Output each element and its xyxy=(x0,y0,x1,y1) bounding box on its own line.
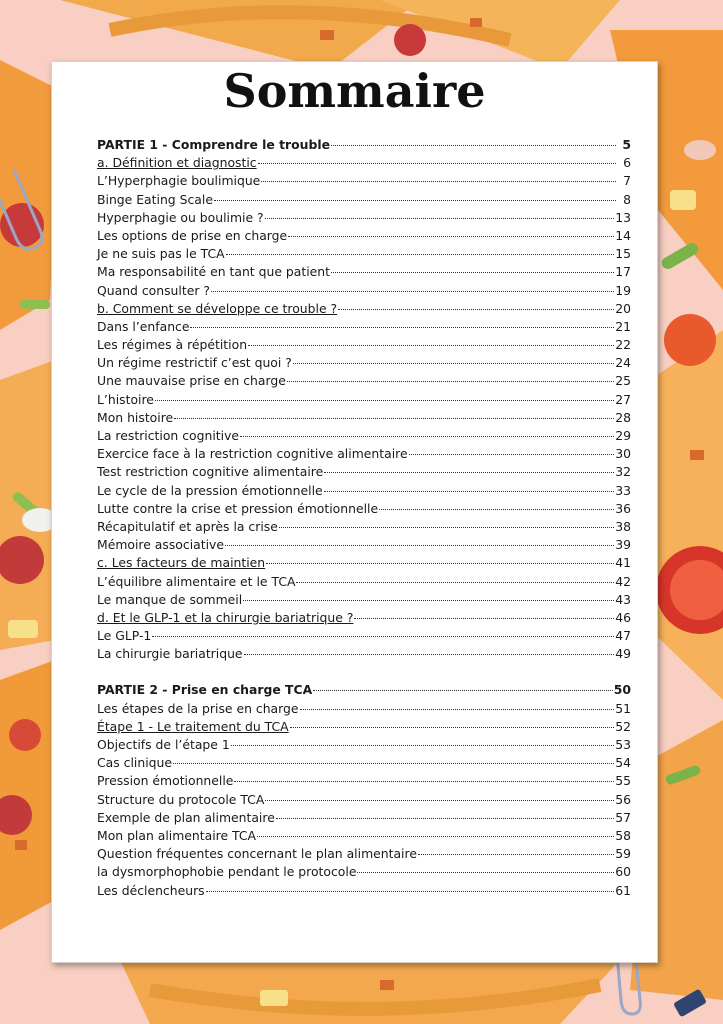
toc-entry-label: Je ne suis pas le TCA xyxy=(97,246,225,262)
toc-entry[interactable] xyxy=(97,301,631,319)
toc-page-number: 56 xyxy=(615,791,631,807)
toc-entry-label: Étape 1 - Le traitement du TCA xyxy=(97,718,289,734)
toc-part-heading[interactable] xyxy=(97,682,631,700)
toc-page-number: 15 xyxy=(615,246,631,262)
toc-entry-label: Cas clinique xyxy=(97,755,172,771)
toc-entry-label: Question fréquentes concernant le plan alimentaire xyxy=(97,846,417,862)
toc-entry[interactable] xyxy=(97,446,631,464)
section-spacer xyxy=(97,664,631,682)
toc-entry-label: L’équilibre alimentaire et le TCA xyxy=(97,573,296,589)
dot-leader xyxy=(226,254,615,255)
toc-page-number: 57 xyxy=(615,809,631,825)
toc-entry[interactable] xyxy=(97,246,631,264)
toc-entry-label: Récapitulatif et après la crise xyxy=(97,518,278,534)
toc-page-number: 58 xyxy=(615,827,631,843)
toc-entry[interactable] xyxy=(97,519,631,537)
toc-page-number: 41 xyxy=(615,555,631,571)
toc-entry-label: Ma responsabilité en tant que patient xyxy=(97,264,330,280)
toc-entry[interactable] xyxy=(97,737,631,755)
toc-entry-label: Le GLP-1 xyxy=(97,628,152,644)
toc-entry[interactable] xyxy=(97,264,631,282)
toc-page-number: 6 xyxy=(623,155,631,171)
toc-entry[interactable] xyxy=(97,846,631,864)
dot-leader xyxy=(418,854,614,855)
toc-entry-label: Le manque de sommeil xyxy=(97,591,243,607)
dot-leader xyxy=(276,818,614,819)
toc-page-number: 32 xyxy=(615,464,631,480)
toc-entry[interactable] xyxy=(97,646,631,664)
toc-page-number: 27 xyxy=(615,391,631,407)
toc-entry[interactable] xyxy=(97,719,631,737)
summary-page xyxy=(51,61,658,963)
toc-entry-label: Les options de prise en charge xyxy=(97,227,288,243)
toc-page-number: 49 xyxy=(615,646,631,662)
toc-entry[interactable] xyxy=(97,228,631,246)
dot-leader xyxy=(266,563,614,564)
toc-entry-label: Mon histoire xyxy=(97,409,174,425)
toc-page-number: 24 xyxy=(615,355,631,371)
dot-leader xyxy=(240,436,614,437)
toc-entry[interactable] xyxy=(97,501,631,519)
toc-entry[interactable] xyxy=(97,428,631,446)
toc-entry-label: La chirurgie bariatrique xyxy=(97,646,243,662)
dot-leader xyxy=(248,345,614,346)
toc-page-number: 20 xyxy=(615,300,631,316)
toc-entry[interactable] xyxy=(97,828,631,846)
dot-leader xyxy=(290,727,615,728)
dot-leader xyxy=(296,582,614,583)
toc-page-number: 54 xyxy=(615,755,631,771)
toc-page-number: 59 xyxy=(615,846,631,862)
toc-page-number: 36 xyxy=(615,500,631,516)
toc-entry-label: Exercice face à la restriction cognitive alimentaire xyxy=(97,446,408,462)
dot-leader xyxy=(231,745,614,746)
toc-entry-label: Les régimes à répétition xyxy=(97,337,248,353)
dot-leader xyxy=(234,781,614,782)
toc-page-number: 13 xyxy=(615,209,631,225)
toc-page-number: 55 xyxy=(615,773,631,789)
toc-entry-label: Hyperphagie ou boulimie ? xyxy=(97,209,264,225)
dot-leader xyxy=(243,600,614,601)
toc-entry[interactable] xyxy=(97,628,631,646)
toc-page-number: 47 xyxy=(615,628,631,644)
toc-page-number: 17 xyxy=(615,264,631,280)
toc-page-number: 25 xyxy=(615,373,631,389)
dot-leader xyxy=(331,145,616,146)
dot-leader xyxy=(206,891,615,892)
toc-entry-label: Une mauvaise prise en charge xyxy=(97,373,286,389)
toc-entry[interactable] xyxy=(97,483,631,501)
toc-entry[interactable] xyxy=(97,864,631,882)
toc-entry[interactable] xyxy=(97,373,631,391)
dot-leader xyxy=(257,836,614,837)
toc-page-number: 39 xyxy=(615,537,631,553)
dot-leader xyxy=(409,454,615,455)
toc-page-number: 5 xyxy=(622,137,631,152)
toc-entry[interactable] xyxy=(97,773,631,791)
toc-entry-label: Mon plan alimentaire TCA xyxy=(97,827,257,843)
toc-page-number: 60 xyxy=(615,864,631,880)
dot-leader xyxy=(279,527,614,528)
toc-entry[interactable] xyxy=(97,610,631,628)
dot-leader xyxy=(174,418,614,419)
toc-entry[interactable] xyxy=(97,574,631,592)
toc-entry-label: Le cycle de la pression émotionnelle xyxy=(97,482,323,498)
dot-leader xyxy=(287,381,614,382)
dot-leader xyxy=(338,309,614,310)
toc-entry-label: Test restriction cognitive alimentaire xyxy=(97,464,324,480)
page-title: Sommaire xyxy=(223,64,486,118)
dot-leader xyxy=(214,200,616,201)
toc-page-number: 28 xyxy=(615,409,631,425)
dot-leader xyxy=(331,272,614,273)
toc-entry[interactable] xyxy=(97,410,631,428)
toc-entry-label: Binge Eating Scale xyxy=(97,191,213,207)
dot-leader xyxy=(152,636,614,637)
toc-page-number: 50 xyxy=(613,682,631,698)
dot-leader xyxy=(258,163,616,164)
dot-leader xyxy=(288,236,614,237)
toc-page-number: 7 xyxy=(623,173,631,189)
toc-entry-label: Un régime restrictif c’est quoi ? xyxy=(97,355,292,371)
toc-entry[interactable] xyxy=(97,555,631,573)
toc-page-number: 22 xyxy=(615,337,631,353)
toc-entry-label: Structure du protocole TCA xyxy=(97,791,265,807)
toc-page-number: 61 xyxy=(615,882,631,898)
dot-leader xyxy=(300,709,615,710)
dot-leader xyxy=(379,509,614,510)
toc-entry[interactable] xyxy=(97,337,631,355)
toc-page-number: 43 xyxy=(615,591,631,607)
dot-leader xyxy=(244,654,615,655)
toc-entry-label: Lutte contre la crise et pression émotionnelle xyxy=(97,500,379,516)
toc-entry[interactable] xyxy=(97,755,631,773)
toc-page-number: 29 xyxy=(615,428,631,443)
toc-page-number: 42 xyxy=(615,573,631,589)
toc-page-number: 51 xyxy=(615,700,631,716)
toc-entry[interactable] xyxy=(97,810,631,828)
dot-leader xyxy=(357,872,614,873)
toc-entry[interactable] xyxy=(97,883,631,901)
toc-entry-label: PARTIE 2 - Prise en charge TCA xyxy=(97,682,313,698)
toc-entry[interactable] xyxy=(97,319,631,337)
toc-page-number: 8 xyxy=(623,191,631,207)
dot-leader xyxy=(173,763,614,764)
dot-leader xyxy=(155,400,614,401)
dot-leader xyxy=(324,472,614,473)
toc-entry[interactable] xyxy=(97,464,631,482)
dot-leader xyxy=(211,291,614,292)
toc-part-heading[interactable] xyxy=(97,137,631,155)
toc-page-number: 53 xyxy=(615,737,631,752)
dot-leader xyxy=(261,181,616,182)
dot-leader xyxy=(313,690,613,691)
dot-leader xyxy=(265,218,615,219)
toc-entry-label: L’Hyperphagie boulimique xyxy=(97,173,261,189)
toc-entry-label: d. Et le GLP-1 et la chirurgie bariatrique ? xyxy=(97,609,354,625)
toc-entry-label: L’histoire xyxy=(97,391,154,407)
toc-entry-label: la dysmorphophobie pendant le protocole xyxy=(97,864,357,880)
toc-page-number: 46 xyxy=(615,609,631,625)
toc-entry[interactable] xyxy=(97,192,631,210)
toc-entry[interactable] xyxy=(97,155,631,173)
toc-entry-label: PARTIE 1 - Comprendre le trouble xyxy=(97,137,331,152)
dot-leader xyxy=(190,327,614,328)
toc-entry-label: Dans l’enfance xyxy=(97,318,190,334)
toc-entry[interactable] xyxy=(97,210,631,228)
toc-entry-label: b. Comment se développe ce trouble ? xyxy=(97,300,338,316)
toc-entry-label: Les déclencheurs xyxy=(97,882,205,898)
toc-entry[interactable] xyxy=(97,283,631,301)
toc-page-number: 33 xyxy=(615,482,631,498)
toc-entry-label: La restriction cognitive xyxy=(97,428,240,443)
toc-entry[interactable] xyxy=(97,792,631,810)
toc-entry[interactable] xyxy=(97,701,631,719)
toc-page-number: 19 xyxy=(615,282,631,298)
dot-leader xyxy=(225,545,614,546)
toc-entry-label: Mémoire associative xyxy=(97,537,224,553)
dot-leader xyxy=(265,800,614,801)
toc-page-number: 30 xyxy=(615,446,631,462)
toc-page-number: 21 xyxy=(615,318,631,334)
toc-entry[interactable] xyxy=(97,592,631,610)
toc-entry-label: Exemple de plan alimentaire xyxy=(97,809,275,825)
toc-page-number: 52 xyxy=(615,718,631,734)
toc-entry[interactable] xyxy=(97,537,631,555)
toc-entry-label: a. Définition et diagnostic xyxy=(97,155,257,171)
toc-entry-label: Les étapes de la prise en charge xyxy=(97,700,299,716)
dot-leader xyxy=(293,363,614,364)
toc-entry-label: c. Les facteurs de maintien xyxy=(97,555,266,571)
toc-entry-label: Pression émotionnelle xyxy=(97,773,234,789)
toc-entry[interactable] xyxy=(97,173,631,191)
toc-entry[interactable] xyxy=(97,392,631,410)
toc-entry-label: Quand consulter ? xyxy=(97,282,210,298)
dot-leader xyxy=(324,491,615,492)
dot-leader xyxy=(354,618,614,619)
toc-page-number: 38 xyxy=(615,518,631,534)
table-of-contents xyxy=(97,137,631,901)
toc-entry-label: Objectifs de l’étape 1 xyxy=(97,737,230,752)
toc-entry[interactable] xyxy=(97,355,631,373)
toc-page-number: 14 xyxy=(615,227,631,243)
